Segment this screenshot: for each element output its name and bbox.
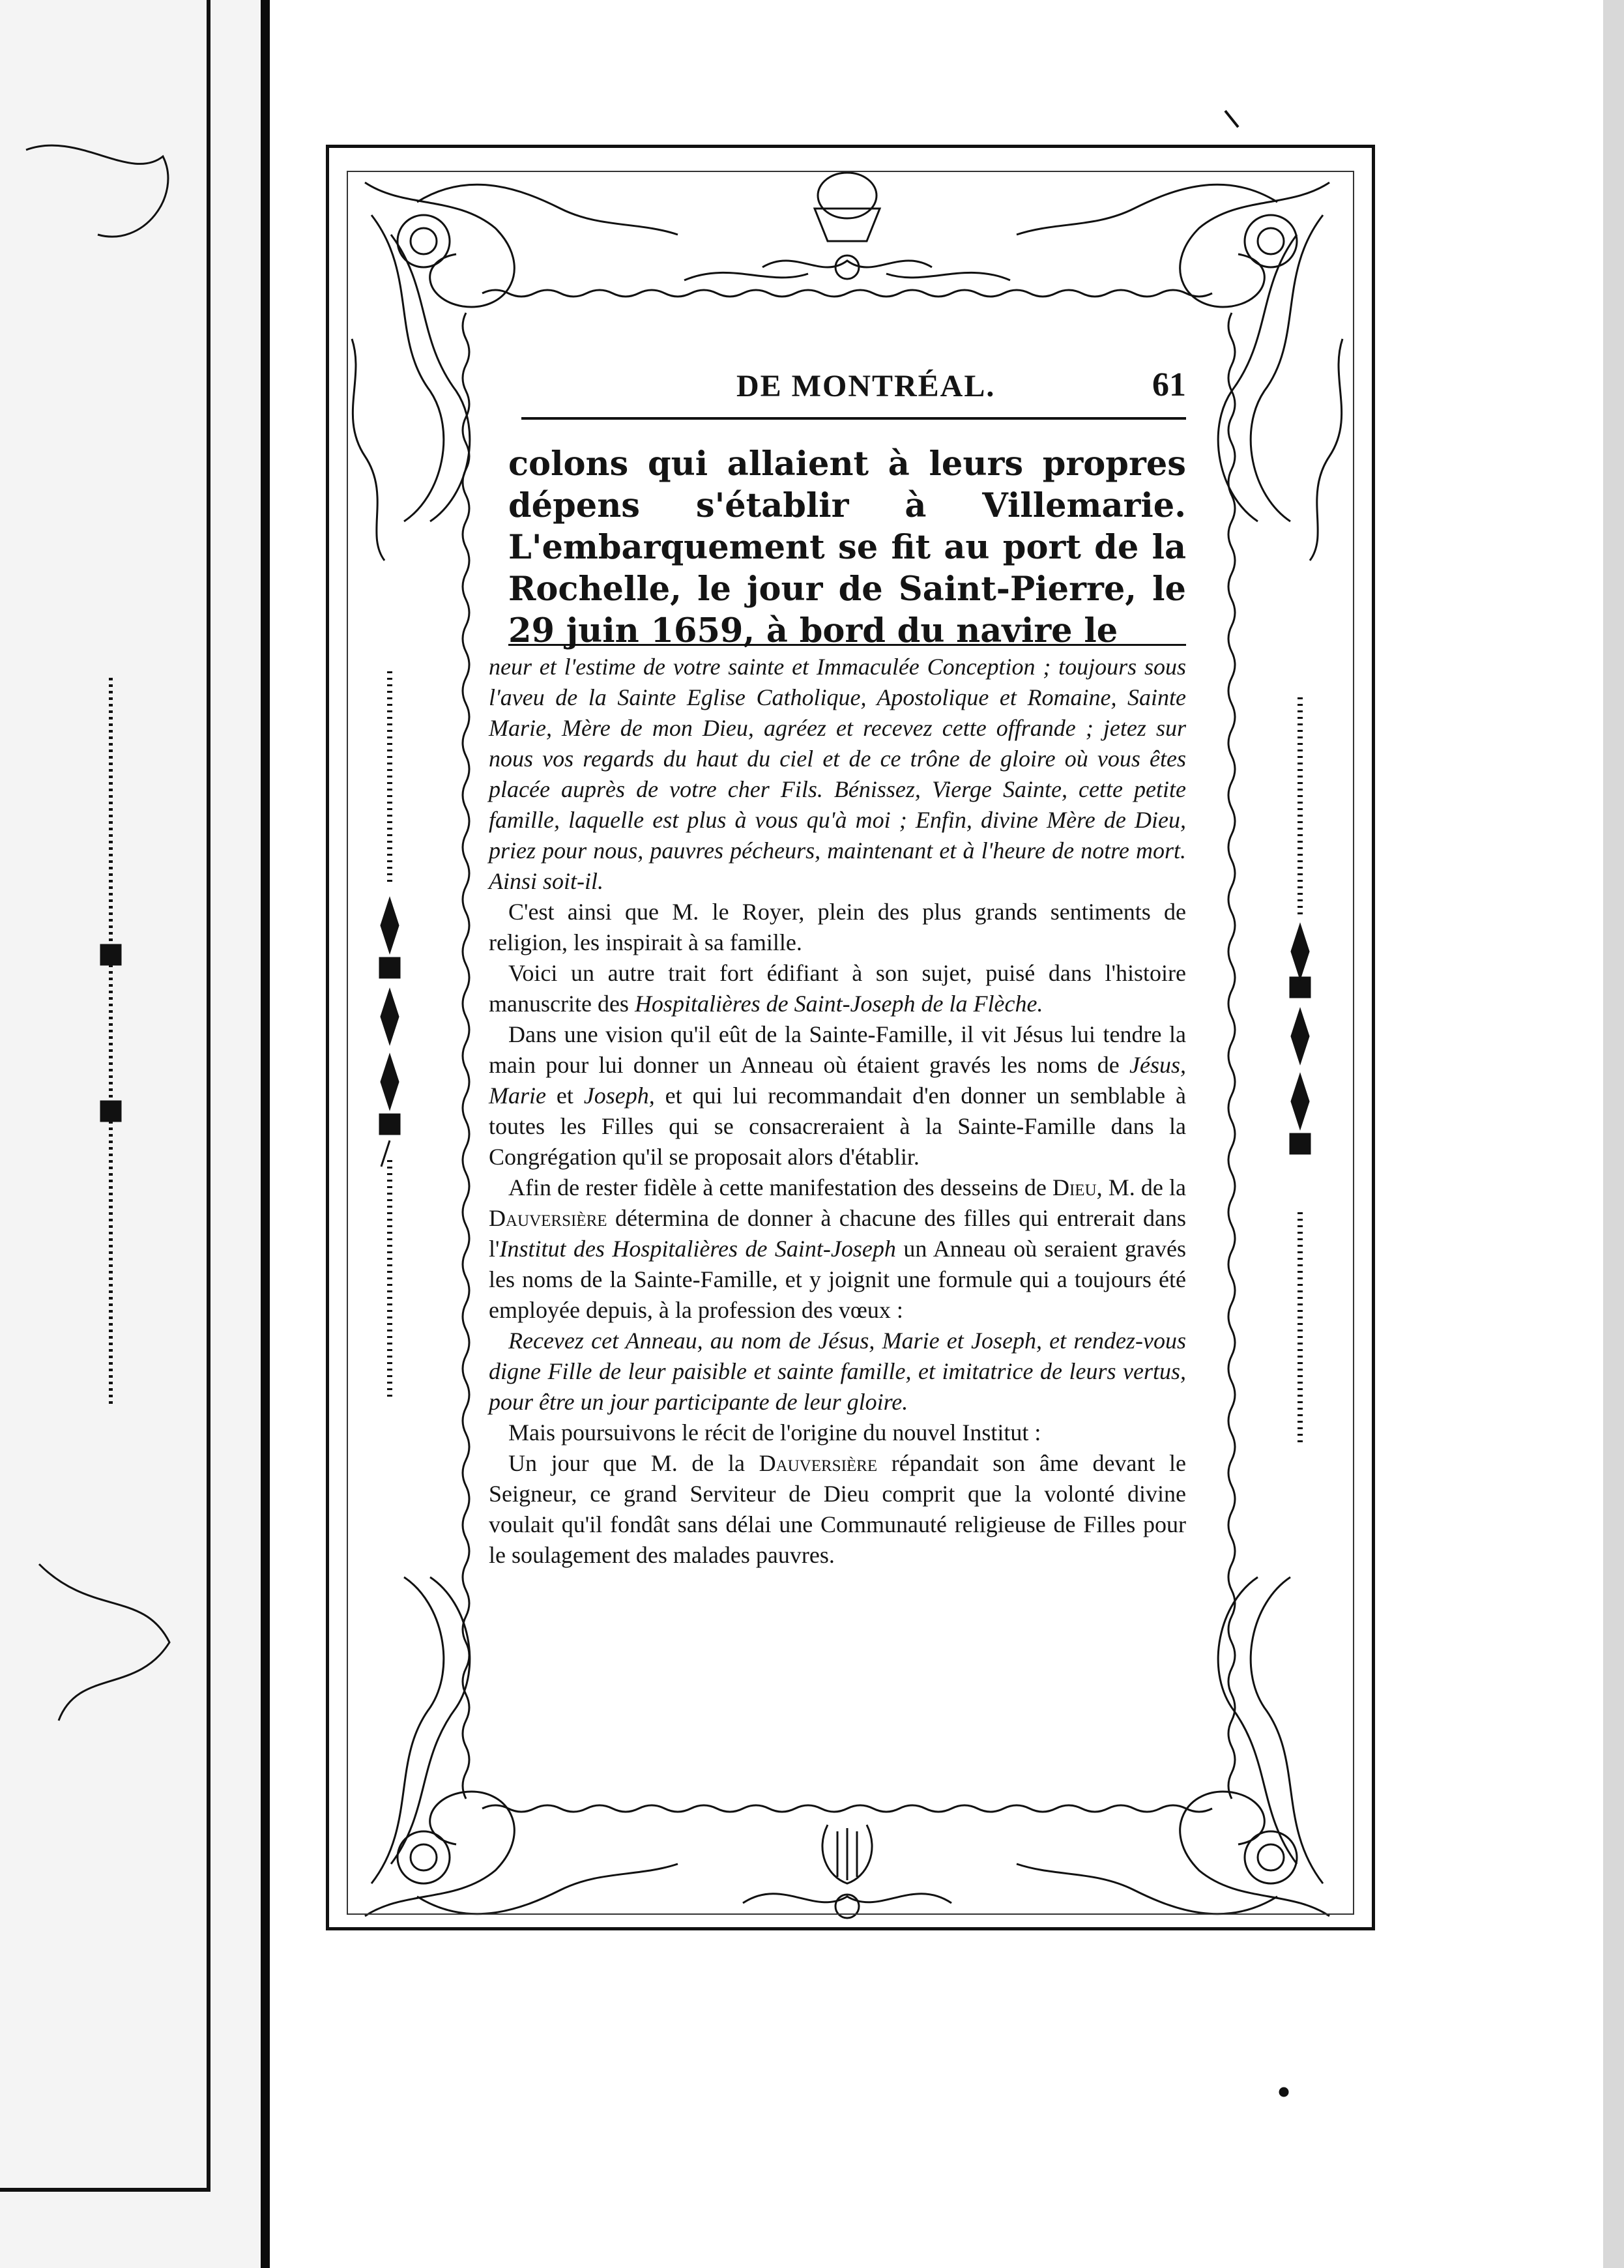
paragraph-fidelity <box>489 1172 1186 1326</box>
vision-text-1: Dans une vision qu'il eût de la Sainte-Famille, il vit Jésus lui tendre la main pour lui donner un Anneau où étaient gravés les noms de <box>489 1021 1186 1078</box>
vision-italic-jesus: Jésus, Marie <box>489 1052 1186 1109</box>
facing-flourish-top <box>26 145 168 237</box>
formula-paragraph: Recevez cet Anneau, au nom de Jésus, Marie et Joseph, et rendez-vous digne Fille de leur paisible et sainte famille, et imitatrice de leurs vertus, pour être un jour participante de leur gloire. <box>489 1328 1186 1415</box>
paragraph-trait-italic: Hospitalières de Saint-Joseph de la Flèche. <box>634 991 1043 1017</box>
fidelity-text-2: , M. de la <box>1096 1174 1186 1200</box>
running-title: DE MONTRÉAL. <box>736 369 996 403</box>
paragraph-jour <box>489 1448 1186 1571</box>
prayer-paragraph: neur et l'estime de votre sainte et Immaculée Conception ; toujours sous l'aveu de la Sainte Eglise Catholique, Apostolique et Romaine, Sainte Marie, Mère de mon Dieu, agréez et recevez cette offrande ; jetez sur nous vos regards du haut du ciel et de ce trône de gloire où vous êtes placée auprès de votre cher Fils. Bénissez, Vierge Sainte, cette petite famille, laquelle est plus à vous qu'à moi ; Enfin, divine Mère de Dieu, priez pour nous, pauvres pécheurs, maintenant et à l'heure de notre mort. Ainsi soit-il. <box>489 654 1186 894</box>
fidelity-dieu: Dieu <box>1052 1174 1097 1200</box>
footnote-rule <box>508 644 1186 646</box>
secondary-text <box>489 652 1186 1571</box>
paragraph-recit: Mais poursuivons le récit de l'origine du nouvel Institut : <box>508 1419 1041 1446</box>
fidelity-text-3: détermina de donner à chacune des filles qui entrerait dans l' <box>489 1205 1186 1262</box>
fidelity-text-4: un Anneau où seraient gravés les noms de la Sainte-Famille, et y joignit une formule qui a toujours été employée depuis, à la profession des vœux : <box>489 1236 1186 1323</box>
vision-text-2: et <box>545 1083 584 1109</box>
fidelity-dauversiere: Dauversière <box>489 1205 607 1231</box>
paragraph-royer: C'est ainsi que M. le Royer, plein des plus grands sentiments de religion, les inspirait à sa famille. <box>489 899 1186 955</box>
head-rule <box>521 417 1186 420</box>
page-number: 61 <box>1152 366 1186 403</box>
main-paragraph: colons qui allaient à leurs propres dépens s'établir à Villemarie. L'embarquement se fit au port de la Rochelle, le jour de Saint-Pierre, le 29 juin 1659, à bord du navire le <box>508 444 1186 650</box>
jour-text-1: Un jour que M. de la <box>508 1450 759 1476</box>
stray-mark <box>1225 111 1238 127</box>
facing-ornament-1 <box>101 945 121 965</box>
facing-flourish-bottom <box>39 1564 169 1721</box>
facing-page-frame <box>0 0 209 2190</box>
paragraph-trait <box>489 958 1186 1019</box>
paragraph-vision <box>489 1019 1186 1172</box>
stray-dot <box>1280 2088 1288 2096</box>
facing-ornament-2 <box>101 1101 121 1121</box>
vision-italic-joseph: Joseph, <box>583 1083 655 1109</box>
fidelity-text-1: Afin de rester fidèle à cette manifestation des desseins de <box>508 1174 1052 1200</box>
main-text <box>508 443 1186 652</box>
jour-text-2: répandait son âme devant le Seigneur, ce grand Serviteur de Dieu comprit que la volonté divine voulait qu'il fondât sans délai une Communauté religieuse de Filles pour le soulagement des malades pauvres. <box>489 1450 1187 1568</box>
running-head <box>521 362 1186 414</box>
fidelity-italic: Institut des Hospitalières de Saint-Joseph <box>499 1236 896 1262</box>
jour-dauversiere: Dauversière <box>759 1450 878 1476</box>
vision-text-3: et qui lui recommandait d'en donner un semblable à toutes les Filles qui se consacreraient à la Sainte-Famille dans la Congrégation qu'il se proposait alors d'établir. <box>489 1083 1186 1170</box>
paragraph-trait-text: Voici un autre trait fort édifiant à son sujet, puisé dans l'histoire manuscrite des <box>489 960 1186 1017</box>
